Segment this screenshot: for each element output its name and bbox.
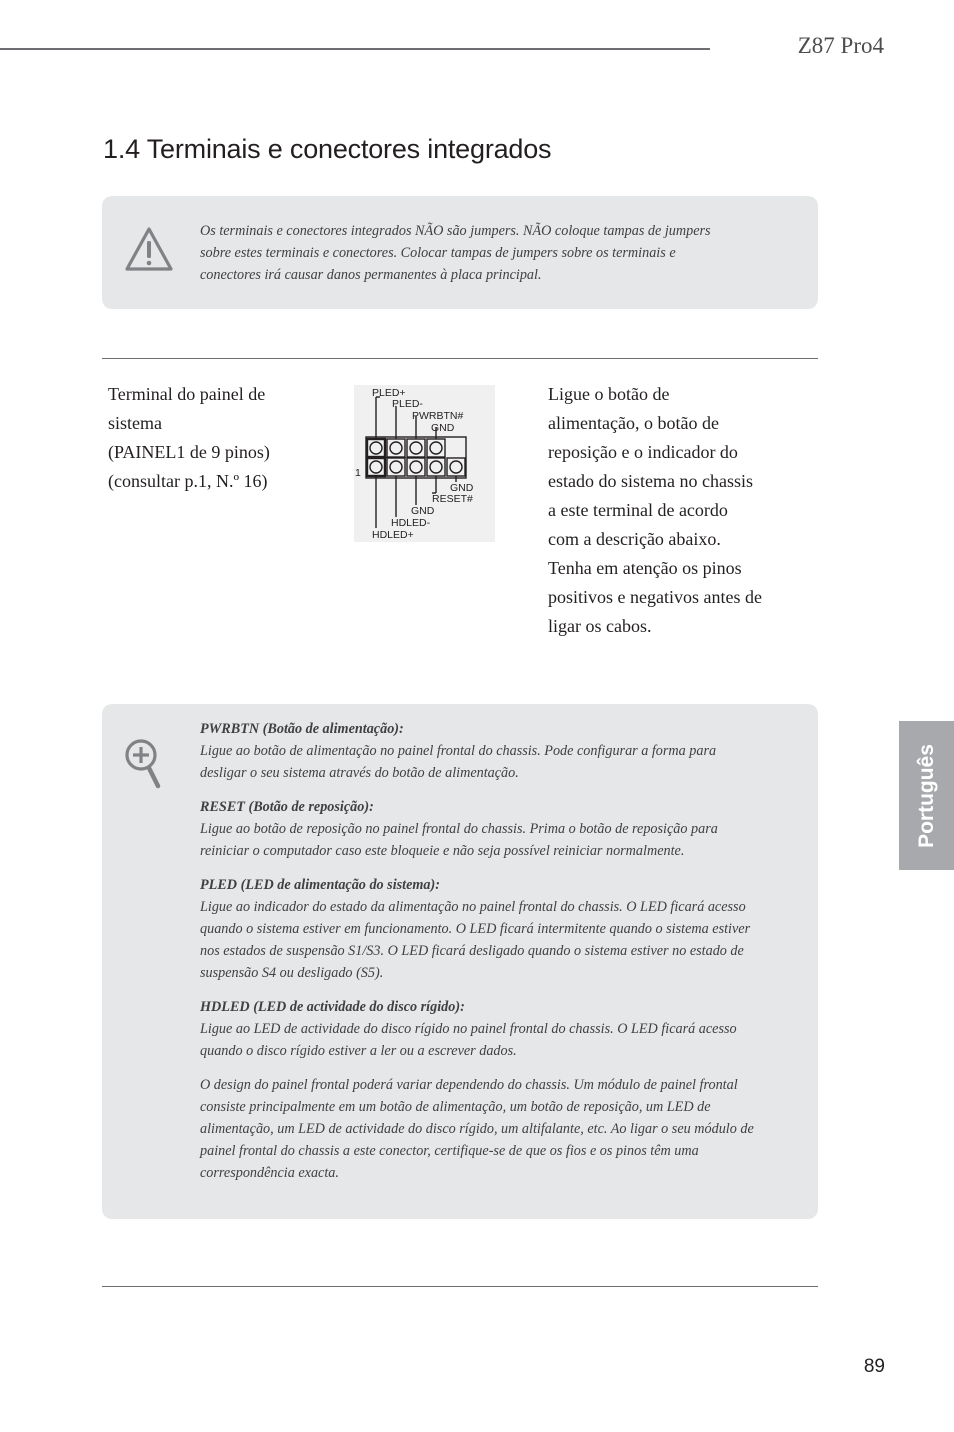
note-closing: O design do painel frontal poderá variar dependendo do chassis. Um módulo de painel frontal consiste principalmente em um botão de alimentação, um botão de reposição, um LED de alimentação, um LED de actividade do disco rígido, um altifalante, etc. Ao ligar o seu módulo de painel frontal do chassis a este conector, certifique-se de que os fios e os pinos têm uma correspondência exacta. [200,1077,754,1181]
note-heading: HDLED (LED de actividade do disco rígido): [200,999,465,1015]
pin-row-bottom [367,458,465,476]
language-tab-label: Português [914,743,938,848]
section-title: 1.4 Terminais e conectores integrados [103,134,552,164]
label-hdled-minus: HDLED- [391,517,431,529]
info-box [102,704,818,1219]
panel-lead-line: sistema [108,413,162,433]
label-gnd-mid: GND [411,505,435,517]
note-body: Ligue ao botão de alimentação no painel frontal do chassis. Pode configurar a forma para desligar o seu sistema através do botão de alimentação. [200,743,717,781]
panel-lead-line: Terminal do painel de [108,384,266,404]
section-rule-bottom [102,1286,818,1287]
note-body: Ligue ao indicador do estado da alimentação no painel frontal do chassis. O LED ficará acesso quando o sistema estiver em funcionamento. O LED ficará intermitente quando o sistema estiver nos estados de suspensão S1/S3. O LED ficará desligado quando o sistema estiver no estado de suspensão S4 ou desligado (S5). [200,899,751,981]
note-pwrbtn [200,718,760,784]
note-pled [200,874,760,984]
note-heading: PWRBTN (Botão de alimentação): [200,721,404,737]
label-hdled-plus: HDLED+ [372,529,414,541]
warning-triangle-icon [124,226,174,272]
magnifier-plus-icon [124,738,164,790]
label-pwrbtn: PWRBTN# [412,410,464,422]
panel-lead-line: (consultar p.1, N.º 16) [108,471,268,491]
note-reset [200,796,760,862]
label-pled-minus: PLED- [392,398,423,410]
language-tab[interactable] [899,721,954,870]
panel-lead [108,380,318,496]
panel-lead-line: (PAINEL1 de 9 pinos) [108,442,270,462]
page-number: 89 [863,1356,885,1377]
label-gnd-top: GND [431,422,455,434]
label-pled-plus: PLED+ [372,387,406,399]
note-hdled [200,996,760,1062]
header-rule [0,48,710,50]
note-body: Ligue ao LED de actividade do disco rígido no painel frontal do chassis. O LED ficará acesso quando o disco rígido estiver a ler ou a escrever dados. [200,1021,737,1059]
model-name: Z87 Pro4 [797,33,884,58]
label-reset: RESET# [432,493,473,505]
label-pin-one: 1 [355,467,361,479]
note-heading: PLED (LED de alimentação do sistema): [200,877,440,893]
info-content [200,718,760,1196]
caution-box [102,196,818,309]
label-gnd-bottom: GND [450,482,474,494]
panel-pin-diagram [354,385,495,542]
note-heading: RESET (Botão de reposição): [200,799,374,815]
panel-description: Ligue o botão de alimentação, o botão de reposição e o indicador do estado do sistema no chassis a este terminal de acordo com a descrição abaixo. Tenha em atenção os pinos positivos e negativos antes de ligar os cabos. [548,384,762,636]
caution-text: Os terminais e conectores integrados NÃO são jumpers. NÃO coloque tampas de jumpers sobre estes terminais e conectores. Colocar tampas de jumpers sobre os terminais e conectores irá causar danos permanentes à placa principal. [200,223,711,283]
section-rule-top [102,358,818,359]
note-body: Ligue ao botão de reposição no painel frontal do chassis. Prima o botão de reposição para reiniciar o computador caso este bloqueie e não seja possível reiniciar normalmente. [200,821,718,859]
pin-row-top [367,439,445,457]
